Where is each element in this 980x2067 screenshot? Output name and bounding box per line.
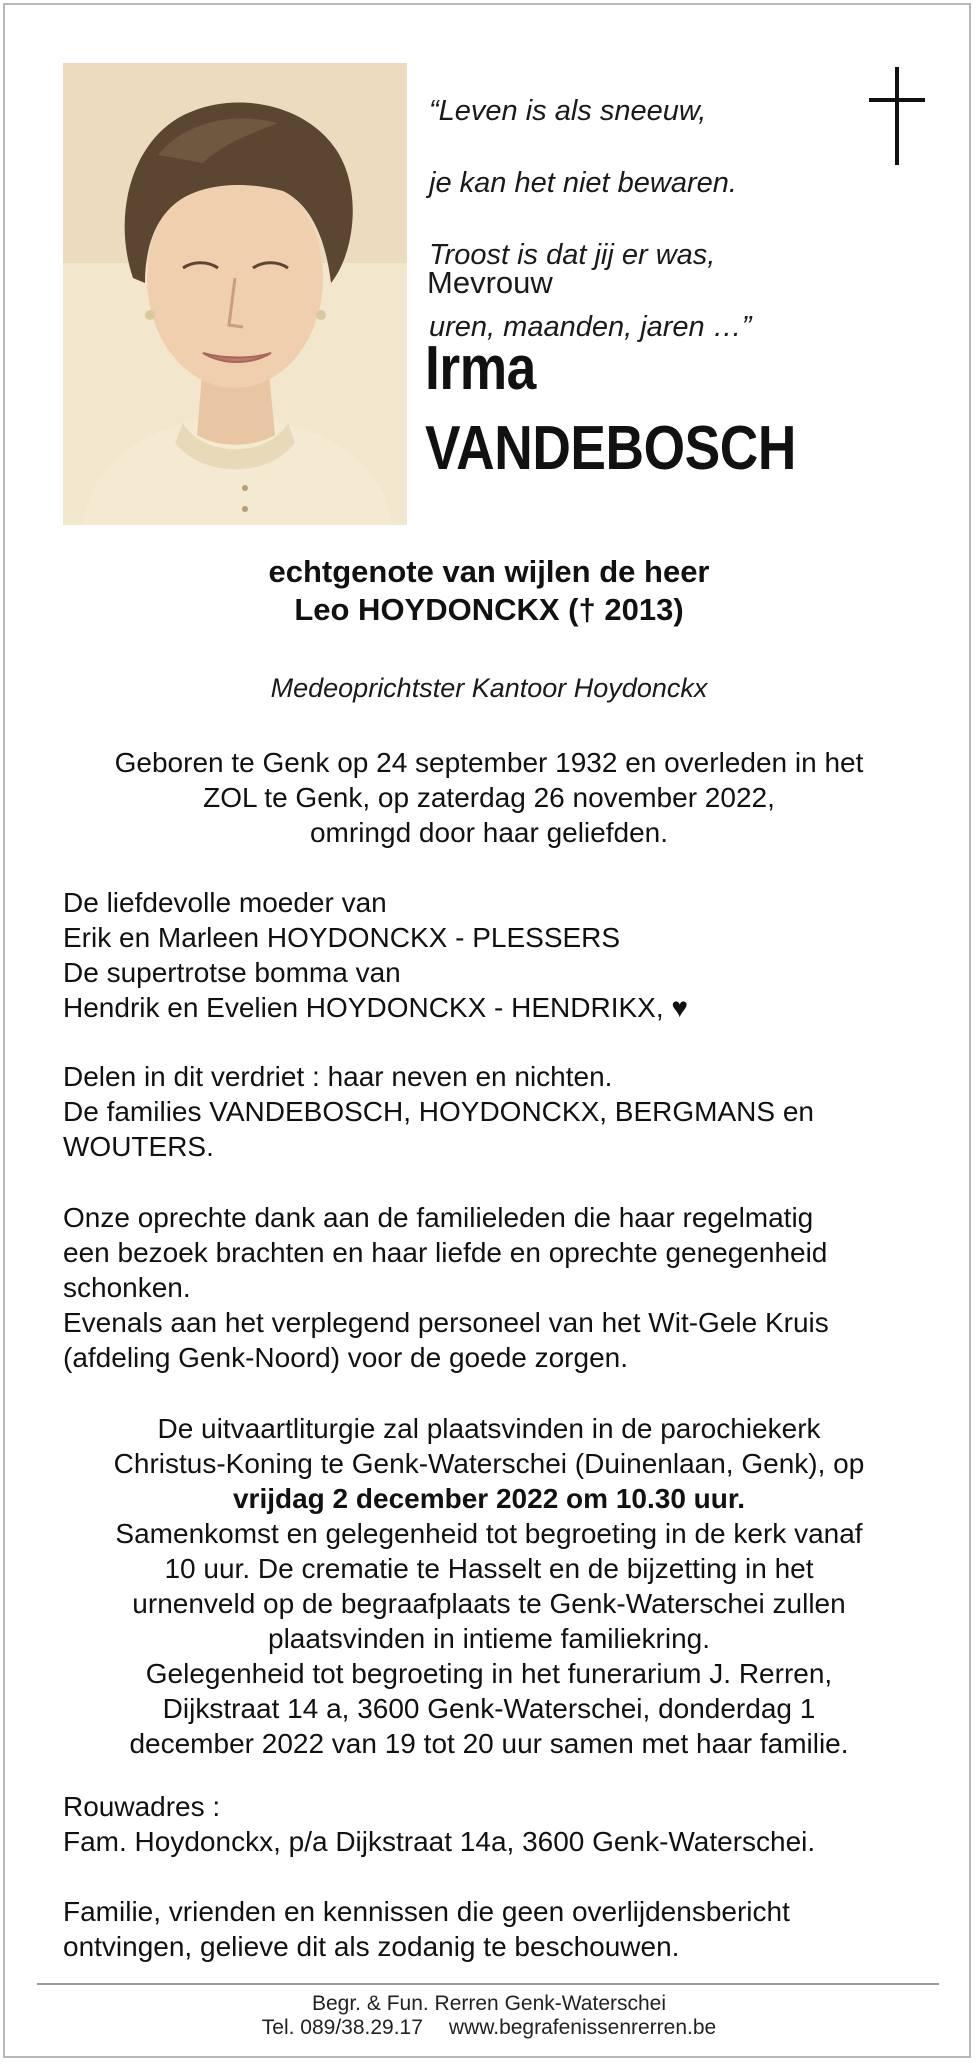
- thanks-line: schonken.: [63, 1272, 191, 1303]
- poem-line: uren, maanden, jaren …”: [429, 311, 752, 343]
- family-line: De supertrotse bomma van: [63, 957, 401, 988]
- thanks-line: Onze oprechte dank aan de familieleden die haar regelmatig: [63, 1202, 814, 1233]
- funeral-home-name: Begr. & Fun. Rerren Genk-Waterschei: [311, 1992, 667, 2015]
- funeral-line: Gelegenheid tot begroeting in het funerarium J. Rerren,: [145, 1658, 833, 1689]
- poem-line: “Leven is als sneeuw,: [429, 95, 707, 127]
- family-line: Erik en Marleen HOYDONCKX - PLESSERS: [63, 922, 621, 953]
- spouse-line: echtgenote van wijlen de heer: [268, 554, 710, 589]
- occupation: Medeoprichtster Kantoor Hoydonckx: [270, 673, 708, 703]
- birth-death-line: ZOL te Genk, op zaterdag 26 november 2022,: [203, 782, 775, 813]
- funeral-line: 10 uur. De crematie te Hasselt en de bijzetting in het: [164, 1553, 814, 1584]
- notice-line: Familie, vrienden en kennissen die geen overlijdensbericht: [63, 1896, 790, 1927]
- thanks-line: (afdeling Genk-Noord) voor de goede zorgen.: [63, 1342, 629, 1373]
- portrait-photo: [63, 63, 407, 525]
- funeral-line: urnenveld op de begraafplaats te Genk-Waterschei zullen: [132, 1588, 846, 1619]
- mourners-line: WOUTERS.: [63, 1131, 214, 1162]
- website-link[interactable]: www.begrafenissenrerren.be: [448, 2016, 717, 2039]
- mourning-address: [63, 1789, 933, 1859]
- footer: [5, 1992, 973, 2040]
- deceased-last-name: VANDEBOSCH: [425, 414, 796, 483]
- funeral-line: Christus-Koning te Genk-Waterschei (Duinenlaan, Genk), op: [113, 1448, 865, 1479]
- birth-death-line: Geboren te Genk op 24 september 1932 en overleden in het: [114, 747, 864, 778]
- funeral-line: Samenkomst en gelegenheid tot begroeting in de kerk vanaf: [115, 1518, 863, 1549]
- cross-icon: [869, 67, 925, 165]
- funeral-date: vrijdag 2 december 2022 om 10.30 uur.: [232, 1483, 746, 1514]
- family-line: Hendrik en Evelien HOYDONCKX - HENDRIKX, ♥: [63, 992, 689, 1023]
- family-line: De liefdevolle moeder van: [63, 887, 387, 918]
- poem-line: je kan het niet bewaren.: [429, 167, 737, 199]
- phone-number: Tel. 089/38.29.17: [261, 2016, 423, 2039]
- mourners-section: [63, 1059, 933, 1164]
- portrait-image: [63, 63, 407, 525]
- footer-divider: [37, 1983, 939, 1985]
- mourners-line: De families VANDEBOSCH, HOYDONCKX, BERGMANS en: [63, 1096, 814, 1127]
- birth-death-line: omringd door haar geliefden.: [309, 817, 668, 848]
- spouse-line: Leo HOYDONCKX († 2013): [294, 592, 684, 627]
- family-section: [63, 885, 933, 1025]
- funeral-section: [45, 1411, 933, 1761]
- thanks-section: [63, 1200, 933, 1375]
- thanks-line: een bezoek brachten en haar liefde en oprechte genegenheid: [63, 1237, 828, 1268]
- deceased-first-name: Irma: [425, 334, 536, 403]
- funeral-line: De uitvaartliturgie zal plaatsvinden in de parochiekerk: [157, 1413, 821, 1444]
- death-notice: [3, 3, 971, 2058]
- address-line: Fam. Hoydonckx, p/a Dijkstraat 14a, 3600 Genk-Waterschei.: [63, 1826, 816, 1857]
- notice-section: [63, 1894, 933, 1964]
- notice-line: ontvingen, gelieve dit als zodanig te beschouwen.: [63, 1931, 680, 1962]
- funeral-line: december 2022 van 19 tot 20 uur samen met haar familie.: [129, 1728, 849, 1759]
- poem-line: Troost is dat jij er was,: [429, 239, 716, 271]
- honorific: Mevrouw: [427, 265, 553, 300]
- funeral-line: plaatsvinden in intieme familiekring.: [268, 1623, 710, 1654]
- spouse-info: [5, 553, 973, 629]
- mourners-line: Delen in dit verdriet : haar neven en nichten.: [63, 1061, 613, 1092]
- funeral-line: Dijkstraat 14 a, 3600 Genk-Waterschei, donderdag 1: [162, 1693, 816, 1724]
- footer-contact: [5, 2016, 973, 2040]
- thanks-line: Evenals aan het verplegend personeel van het Wit-Gele Kruis: [63, 1307, 829, 1338]
- birth-death-info: [45, 745, 933, 850]
- address-line: Rouwadres :: [63, 1791, 221, 1822]
